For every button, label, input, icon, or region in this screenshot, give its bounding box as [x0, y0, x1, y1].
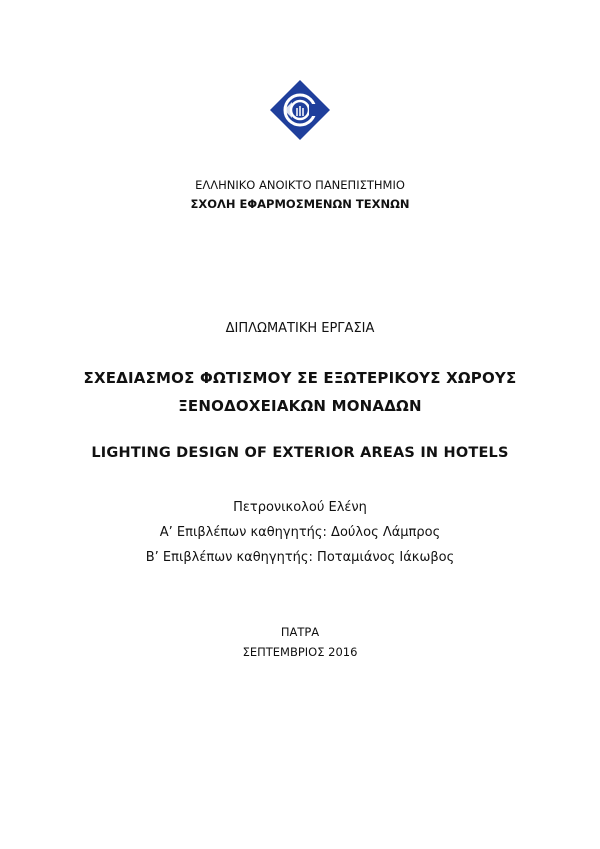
- supervisor-a: Α’ Επιβλέπων καθηγητής: Δούλος Λάμπρος: [159, 525, 441, 540]
- supervisor-b: Β’ Επιβλέπων καθηγητής: Ποταμιάνος Ιάκωβος: [145, 550, 455, 565]
- document-type: ΔΙΠΛΩΜΑΤΙΚΗ ΕΡΓΑΣΙΑ: [225, 321, 375, 336]
- university-logo: [268, 78, 332, 142]
- title-greek-line-2: ΞΕΝΟΔΟΧΕΙΑΚΩΝ ΜΟΝΑΔΩΝ: [178, 397, 422, 415]
- title-english: LIGHTING DESIGN OF EXTERIOR AREAS IN HOTELS: [91, 445, 509, 461]
- title-greek-line-1: ΣΧΕΔΙΑΣΜΟΣ ΦΩΤΙΣΜΟΥ ΣΕ ΕΞΩΤΕΡΙΚΟΥΣ ΧΩΡΟΥΣ: [83, 369, 517, 387]
- university-name: ΕΛΛΗΝΙΚΟ ΑΝΟΙΚΤΟ ΠΑΝΕΠΙΣΤΗΜΙΟ: [195, 178, 405, 192]
- school-name: ΣΧΟΛΗ ΕΦΑΡΜΟΣΜΕΝΩΝ ΤΕΧΝΩΝ: [190, 197, 410, 211]
- date: ΣΕΠΤΕΜΒΡΙΟΣ 2016: [242, 645, 358, 659]
- city: ΠΑΤΡΑ: [280, 625, 320, 639]
- author-name: Πετρονικολού Ελένη: [233, 500, 367, 515]
